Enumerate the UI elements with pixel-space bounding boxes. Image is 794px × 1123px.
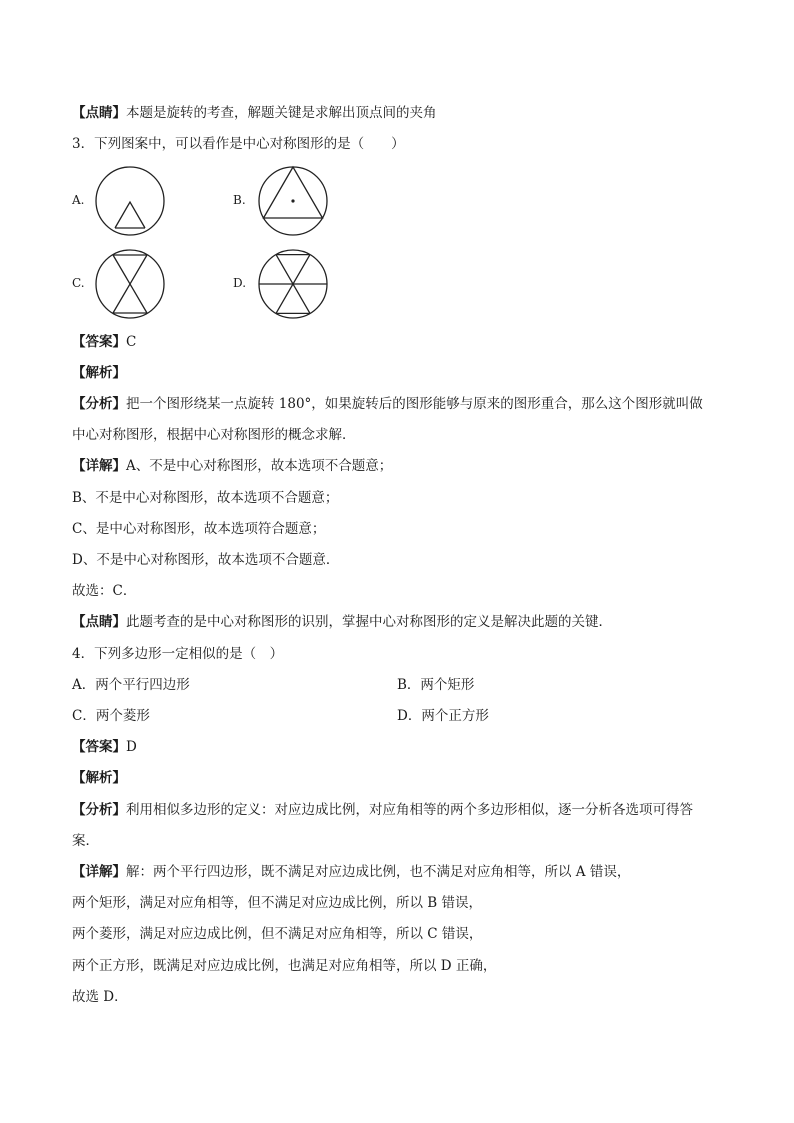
answer-value: C: [126, 334, 137, 350]
q3-xiangjie-line1: [72, 457, 392, 475]
q4-option-b: B．两个矩形: [397, 677, 475, 693]
q3-figure-c: [93, 247, 167, 321]
xiangjie-tag: 【详解】: [72, 864, 126, 880]
q4-jiexi-tag: 【解析】: [72, 770, 126, 786]
q3-figure-d: [256, 247, 330, 321]
q4-xiangjie-line3: 两个菱形，满足对应边成比例，但不满足对应角相等，所以 C 错误，: [72, 926, 483, 942]
dianjing-text: 本题是旋转的考查，解题关键是求解出顶点间的夹角: [126, 105, 437, 121]
q3-answer: [72, 333, 136, 351]
q3-option-c-label: C.: [72, 276, 85, 290]
dianjing-text: 此题考查的是中心对称图形的识别，掌握中心对称图形的定义是解决此题的关键．: [126, 614, 612, 630]
q4-option-a: A．两个平行四边形: [72, 677, 190, 693]
q4-option-c: C．两个菱形: [72, 708, 150, 724]
q4-xiangjie-line4: 两个正方形，既满足对应边成比例，也满足对应角相等，所以 D 正确，: [72, 958, 497, 974]
q3-jiexi-tag: 【解析】: [72, 365, 126, 381]
q4-xiangjie-line2: 两个矩形，满足对应角相等，但不满足对应边成比例，所以 B 错误，: [72, 895, 483, 911]
q3-guxuan: 故选：C．: [72, 583, 137, 599]
answer-tag: 【答案】: [72, 739, 126, 755]
q3-option-b-label: B.: [233, 193, 246, 207]
answer-value: D: [126, 739, 137, 755]
fenxi-tag: 【分析】: [72, 802, 126, 818]
q4-option-d: D．两个正方形: [397, 708, 489, 724]
q3-xiangjie-line4: D、不是中心对称图形，故本选项不合题意．: [72, 552, 340, 568]
q4-guxuan: 故选 D．: [72, 989, 128, 1005]
q4-fenxi-line1: [72, 801, 693, 819]
q3-dianjing: [72, 613, 612, 631]
xiangjie-tag: 【详解】: [72, 458, 126, 474]
q3-figure-a: [93, 164, 167, 238]
q3-option-a-label: A.: [72, 193, 85, 207]
q3-fenxi-line1: [72, 395, 703, 413]
q3-fenxi-line2: 中心对称图形，根据中心对称图形的概念求解．: [72, 427, 356, 443]
xiangjie-text: 解：两个平行四边形，既不满足对应边成比例，也不满足对应角相等，所以 A 错误，: [126, 864, 631, 880]
q4-stem: 4．下列多边形一定相似的是（ ）: [72, 646, 284, 662]
q3-figure-b: [256, 164, 330, 238]
q3-option-d-label: D.: [233, 276, 247, 290]
prev-dianjing: [72, 104, 437, 122]
xiangjie-text: A、不是中心对称图形，故本选项不合题意；: [126, 458, 393, 474]
fenxi-text: 把一个图形绕某一点旋转 180°，如果旋转后的图形能够与原来的图形重合，那么这个图形就叫做: [126, 396, 703, 412]
q3-xiangjie-line2: B、不是中心对称图形，故本选项不合题意；: [72, 490, 339, 506]
fenxi-tag: 【分析】: [72, 396, 126, 412]
dianjing-tag: 【点睛】: [72, 105, 126, 121]
q3-xiangjie-line3: C、是中心对称图形，故本选项符合题意；: [72, 521, 326, 537]
q4-fenxi-line2: 案．: [72, 833, 99, 849]
dianjing-tag: 【点睛】: [72, 614, 126, 630]
fenxi-text: 利用相似多边形的定义：对应边成比例，对应角相等的两个多边形相似，逐一分析各选项可得答: [126, 802, 693, 818]
q3-stem: 3．下列图案中，可以看作是中心对称图形的是（ ）: [72, 136, 405, 152]
q4-answer: [72, 738, 137, 756]
answer-tag: 【答案】: [72, 334, 126, 350]
q4-xiangjie-line1: [72, 863, 630, 881]
